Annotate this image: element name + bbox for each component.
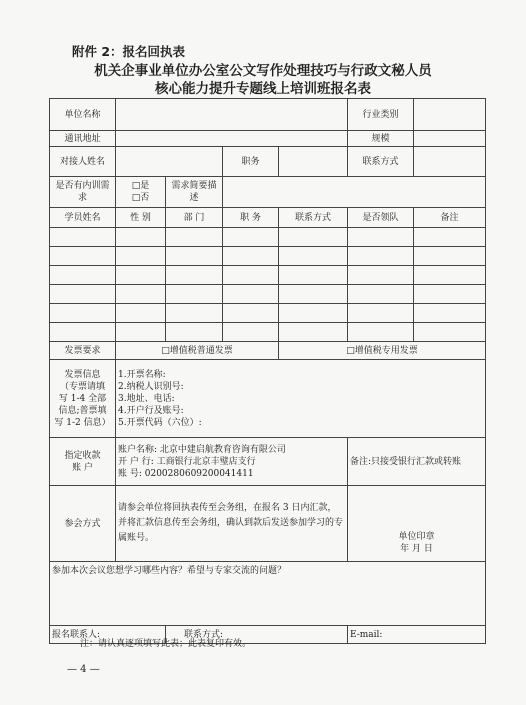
account-bank: 开 户 行: 工商银行北京丰璧店支行 <box>118 456 256 467</box>
invoice-info-label: 发票信息 （专票请填 写 1-4 全部 信息;普票填 写 1-2 信息） <box>50 360 116 438</box>
participation-text: 请参会单位将回执表传至会务组，在报名 3 日内汇款，并将汇款信息传至会务组，确认到款后发送参加学习的专属账号。 <box>116 486 348 562</box>
internal-training-options <box>116 177 166 208</box>
address-label: 通讯地址 <box>50 131 116 147</box>
header-contact: 联系方式 <box>279 208 348 228</box>
invoice-item-name: 1.开票名称: <box>118 369 166 380</box>
student-row <box>50 304 486 323</box>
unit-name-label: 单位名称 <box>50 99 116 131</box>
account-name: 账户名称: 北京中建启航教育咨询有限公司 <box>118 444 286 455</box>
unit-name-field[interactable] <box>116 99 348 131</box>
student-row <box>50 247 486 266</box>
scale-label: 规模 <box>348 131 414 147</box>
footer-contact-method[interactable]: 联系方式: <box>166 626 348 644</box>
invoice-normal-checkbox[interactable]: □增值税普通发票 <box>116 342 279 360</box>
payment-account-label: 指定收款 账 户 <box>50 438 116 486</box>
contact-method-field[interactable] <box>414 147 486 177</box>
student-row <box>50 228 486 247</box>
invoice-item-code: 5.开票代码（六位）: <box>118 417 202 428</box>
learning-question[interactable]: 参加本次会议您想学习哪些内容？希望与专家交流的问题？ <box>50 562 486 626</box>
internal-training-label: 是否有内训需求 <box>50 177 116 208</box>
scale-field[interactable] <box>414 131 486 147</box>
needs-brief-field[interactable] <box>223 177 486 208</box>
footer-email[interactable]: E-mail: <box>348 626 486 644</box>
invoice-item-tax-id: 2.纳税人识别号: <box>118 381 184 392</box>
account-number: 账 号: 0200280609200041411 <box>118 468 254 479</box>
contact-person-label: 对接人姓名 <box>50 147 116 177</box>
student-table-header <box>50 208 486 228</box>
form-title-line2: 核心能力提升专题线上培训班报名表 <box>155 81 371 97</box>
option-no-checkbox[interactable]: □否 <box>131 193 150 203</box>
payment-remark: 备注:只接受银行汇款或转账 <box>348 438 486 486</box>
invoice-item-bank: 4.开户行及账号: <box>118 405 184 416</box>
position-label: 职务 <box>223 147 279 177</box>
header-remark: 备注 <box>414 208 486 228</box>
address-field[interactable] <box>116 131 348 147</box>
invoice-item-address: 3.地址、电话: <box>118 393 175 404</box>
invoice-label: 发票要求 <box>50 342 116 360</box>
needs-brief-label: 需求简要描述 <box>166 177 223 208</box>
position-field[interactable] <box>279 147 348 177</box>
header-name: 学员姓名 <box>50 208 116 228</box>
annex-title: 附件 2：报名回执表 <box>72 44 186 59</box>
form-note: 注：请认真逐项填写此表；此表复印有效。 <box>80 639 252 649</box>
footer-contact-person[interactable]: 报名联系人: <box>50 626 166 644</box>
seal-area <box>348 486 486 562</box>
payment-account-details <box>116 438 348 486</box>
seal-date: 年 月 日 <box>400 544 433 554</box>
invoice-special-checkbox[interactable]: □增值税专用发票 <box>279 342 486 360</box>
page-number: — 4 — <box>67 664 100 675</box>
participation-label: 参会方式 <box>50 486 116 562</box>
header-gender: 性 别 <box>116 208 166 228</box>
student-row <box>50 323 486 342</box>
student-row <box>50 266 486 285</box>
header-position: 职 务 <box>223 208 279 228</box>
industry-field[interactable] <box>414 99 486 131</box>
header-department: 部 门 <box>166 208 223 228</box>
header-team-leader: 是否领队 <box>348 208 414 228</box>
unit-seal: 单位印章 <box>398 532 435 542</box>
option-yes-checkbox[interactable]: □是 <box>131 181 150 191</box>
contact-person-field[interactable] <box>116 147 223 177</box>
form-title-line1: 机关企事业单位办公室公文写作处理技巧与行政文秘人员 <box>94 63 432 79</box>
industry-label: 行业类别 <box>348 99 414 131</box>
contact-method-label: 联系方式 <box>348 147 414 177</box>
registration-form <box>49 98 486 644</box>
invoice-info-fields[interactable] <box>116 360 486 438</box>
student-row <box>50 285 486 304</box>
